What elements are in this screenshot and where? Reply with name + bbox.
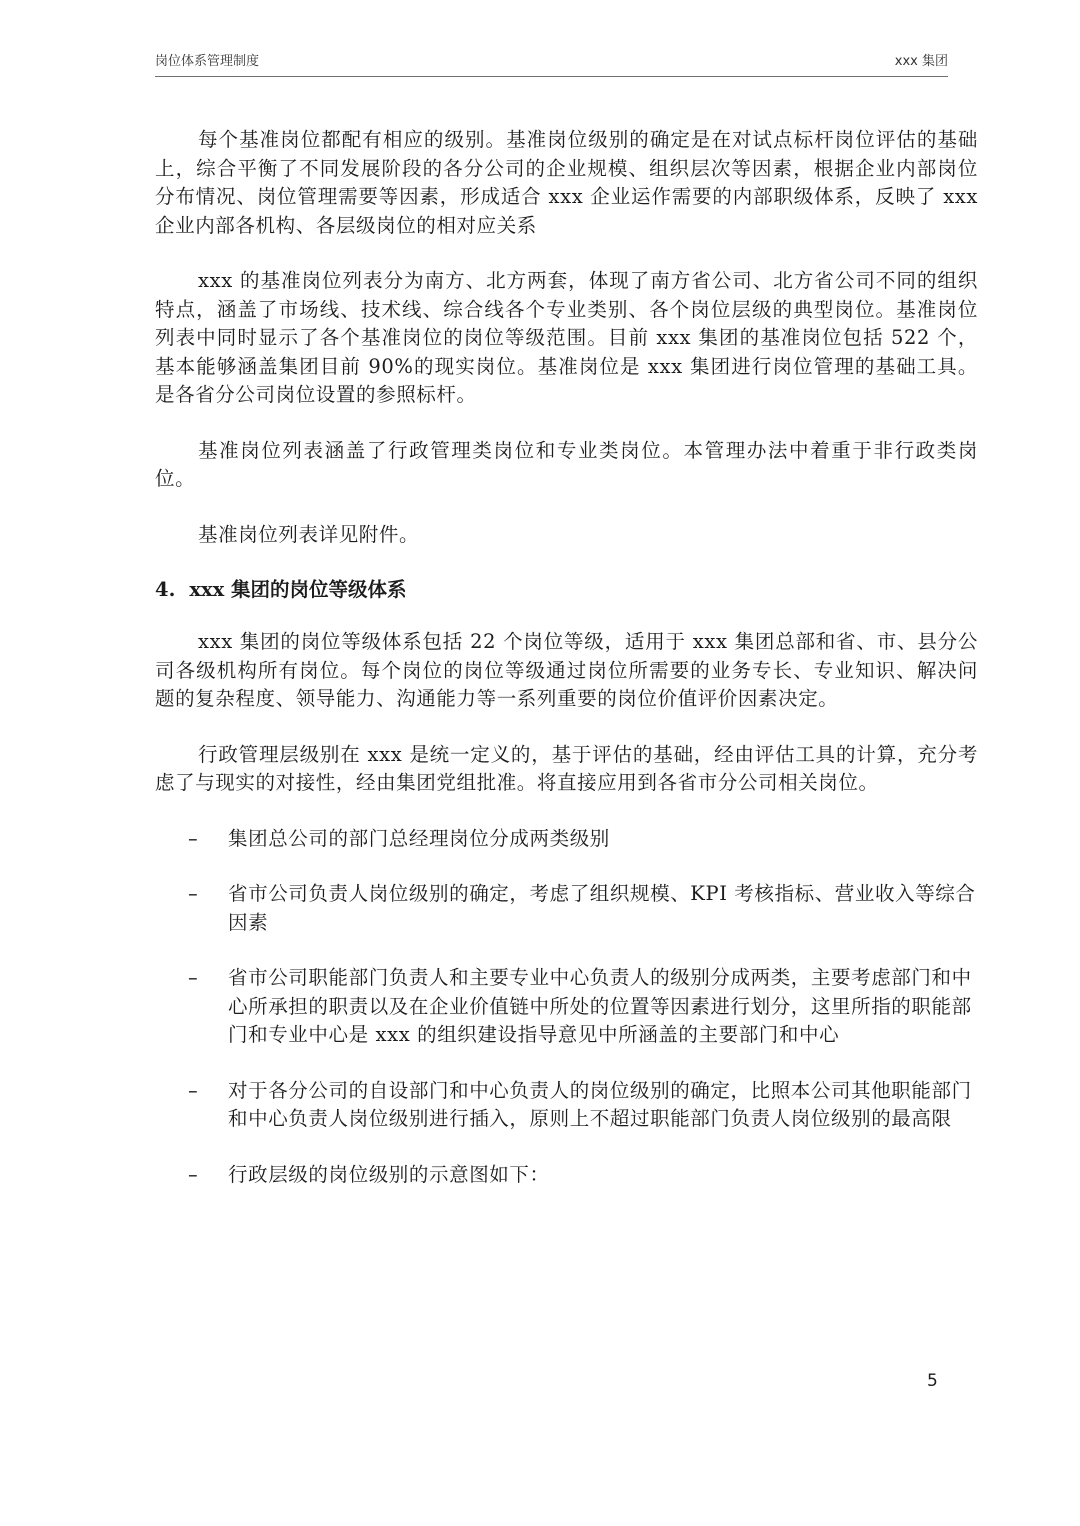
list-item: [155, 825, 978, 854]
header-company-name: xxx 集团: [894, 54, 948, 69]
section-title: xxx 集团的岗位等级体系: [189, 578, 407, 601]
paragraph: 行政管理层级别在 xxx 是统一定义的，基于评估的基础，经由评估工具的计算，充分考虑了与现实的对接性，经由集团党组批准。将直接应用到各省市分公司相关岗位。: [155, 742, 978, 794]
list-item: [155, 1077, 978, 1134]
list-item-text: 省市公司职能部门负责人和主要专业中心负责人的级别分成两类，主要考虑部门和中心所承担的职责以及在企业价值链中所处的位置等因素进行划分，这里所指的职能部门和专业中心是 xxx 的组织建设指导意见中所涵盖的主要部门和中心: [228, 966, 972, 1046]
header-document-title: 岗位体系管理制度: [155, 54, 260, 69]
document-body: [155, 126, 978, 1216]
bullet-list: [155, 825, 978, 1190]
list-item-text: 集团总公司的部门总经理岗位分成两类级别: [228, 826, 610, 850]
paragraph: 基准岗位列表详见附件。: [198, 522, 420, 546]
paragraph: xxx 的基准岗位列表分为南方、北方两套，体现了南方省公司、北方省公司不同的组织特点，涵盖了市场线、技术线、综合线各个专业类别、各个岗位层级的典型岗位。基准岗位列表中同时显示了各个基准岗位的岗位等级范围。目前 xxx 集团的基准岗位包括 522 个，基本能够涵盖集团目前 90%的现实岗位。基准岗位是 xxx 集团进行岗位管理的基础工具。是各省分公司岗位设置的参照标杆。: [155, 269, 978, 406]
section-heading: [155, 576, 978, 604]
list-item-text: 对于各分公司的自设部门和中心负责人的岗位级别的确定，比照本公司其他职能部门和中心负责人岗位级别进行插入，原则上不超过职能部门负责人岗位级别的最高限: [228, 1078, 972, 1130]
list-item-text: 行政层级的岗位级别的示意图如下：: [228, 1162, 550, 1186]
bullet-dash: –: [188, 882, 199, 905]
bullet-dash: –: [188, 1078, 199, 1102]
page-number: 5: [927, 1371, 938, 1391]
list-item: [155, 964, 978, 1050]
section-number: 4.: [155, 578, 176, 601]
bullet-dash: –: [188, 1162, 199, 1186]
paragraph: 每个基准岗位都配有相应的级别。基准岗位级别的确定是在对试点标杆岗位评估的基础上，综合平衡了不同发展阶段的各分公司的企业规模、组织层次等因素，根据企业内部岗位分布情况、岗位管理需要等因素，形成适合 xxx 企业运作需要的内部职级体系，反映了 xxx 企业内部各机构、各层级岗位的相对应关系: [155, 128, 978, 237]
bullet-dash: –: [188, 966, 199, 989]
paragraph: xxx 集团的岗位等级体系包括 22 个岗位等级，适用于 xxx 集团总部和省、市、县分公司各级机构所有岗位。每个岗位的岗位等级通过岗位所需要的业务专长、专业知识、解决问题的复杂程度、领导能力、沟通能力等一系列重要的岗位价值评价因素决定。: [155, 630, 978, 710]
page-header: [155, 42, 948, 77]
bullet-dash: –: [188, 826, 199, 850]
list-item: [155, 880, 978, 937]
list-item: [155, 1161, 978, 1190]
list-item-text: 省市公司负责人岗位级别的确定，考虑了组织规模、KPI 考核指标、营业收入等综合因素: [228, 882, 976, 934]
paragraph: 基准岗位列表涵盖了行政管理类岗位和专业类岗位。本管理办法中着重于非行政类岗位。: [155, 438, 978, 490]
